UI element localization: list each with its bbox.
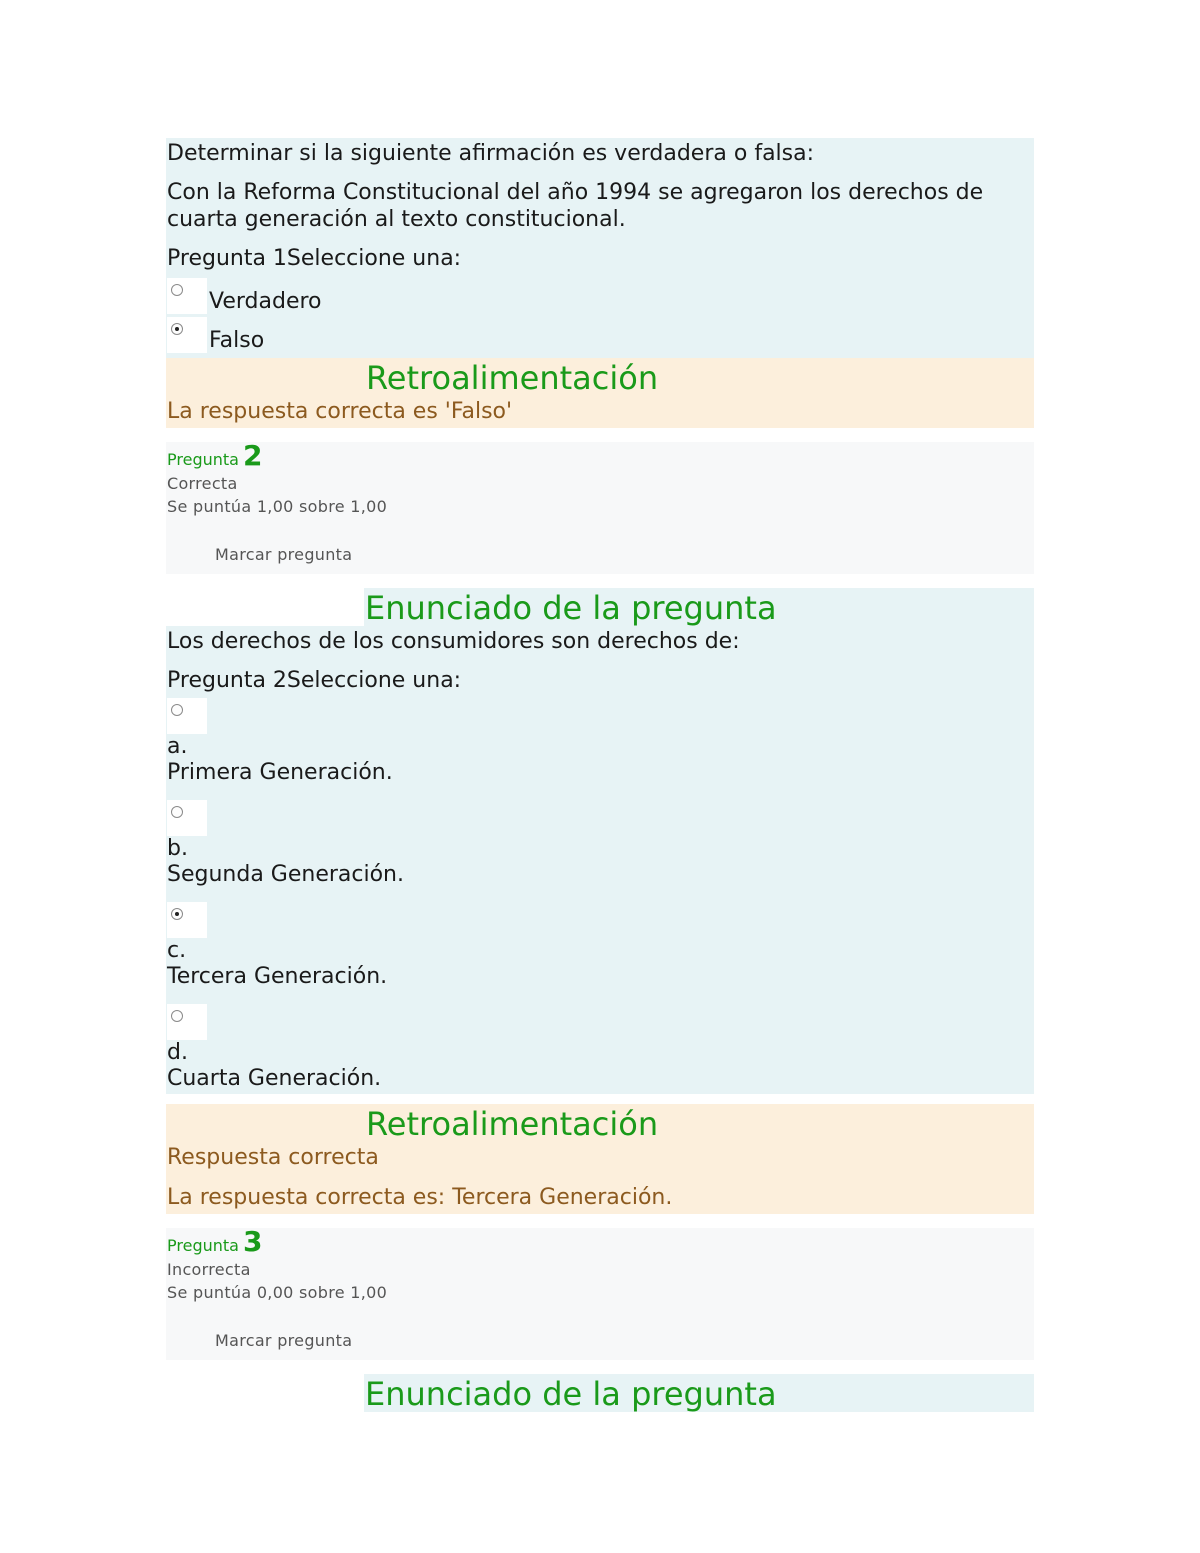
question-2-feedback	[166, 1104, 1034, 1214]
flag-question-link[interactable]: Marcar pregunta	[215, 545, 353, 564]
radio-c[interactable]	[171, 908, 183, 920]
radio-container	[167, 800, 207, 836]
option-verdadero[interactable]	[167, 278, 1034, 317]
question-2-info	[166, 439, 1034, 574]
radio-d[interactable]	[171, 1010, 183, 1022]
option-b-text[interactable]: Segunda Generación.	[167, 862, 404, 887]
radio-a[interactable]	[171, 704, 183, 716]
question-1-feedback	[166, 358, 1034, 428]
statement-title: Enunciado de la pregunta	[365, 1375, 777, 1413]
question-2-statement-header	[166, 588, 1034, 626]
question-grade: Se puntúa 1,00 sobre 1,00	[167, 497, 388, 516]
question-1-statement: Con la Reforma Constitucional del año 1994 se agregaron los derechos de cuarta generación al texto constitucional.	[167, 180, 984, 232]
question-status: Correcta	[167, 474, 238, 493]
question-2-statement: Los derechos de los consumidores son derechos de:	[167, 629, 740, 654]
question-3-statement-header	[166, 1374, 1034, 1412]
radio-container	[167, 278, 207, 314]
question-number-value: 2	[242, 439, 263, 472]
question-label: Pregunta	[167, 1236, 239, 1255]
question-3-info	[166, 1225, 1034, 1360]
option-b[interactable]	[167, 800, 1034, 888]
option-b-letter: b.	[167, 836, 188, 861]
question-number	[167, 439, 1034, 472]
question-grade: Se puntúa 0,00 sobre 1,00	[167, 1283, 388, 1302]
option-d[interactable]	[167, 1004, 1034, 1092]
radio-falso[interactable]	[171, 323, 183, 335]
question-1-instruction: Determinar si la siguiente afirmación es verdadera o falsa:	[167, 141, 815, 166]
question-2-prompt: Pregunta 2Seleccione una:	[167, 668, 462, 693]
statement-title: Enunciado de la pregunta	[365, 589, 777, 627]
question-number	[167, 1225, 1034, 1258]
feedback-title: Retroalimentación	[366, 1105, 659, 1143]
radio-b[interactable]	[171, 806, 183, 818]
radio-container	[167, 317, 207, 353]
radio-container	[167, 1004, 207, 1040]
option-d-letter: d.	[167, 1040, 188, 1065]
option-c-text[interactable]: Tercera Generación.	[167, 964, 388, 989]
option-a[interactable]	[167, 698, 1034, 786]
option-verdadero-label[interactable]: Verdadero	[209, 289, 322, 314]
question-status: Incorrecta	[167, 1260, 251, 1279]
radio-verdadero[interactable]	[171, 284, 183, 296]
question-number-value: 3	[242, 1225, 263, 1258]
quiz-review-page	[166, 138, 1034, 1412]
option-falso-label[interactable]: Falso	[209, 328, 265, 353]
option-d-text[interactable]: Cuarta Generación.	[167, 1066, 382, 1091]
feedback-text-1: Respuesta correcta	[167, 1145, 379, 1170]
option-c[interactable]	[167, 902, 1034, 990]
radio-container	[167, 698, 207, 734]
feedback-title: Retroalimentación	[366, 359, 659, 397]
feedback-text: La respuesta correcta es 'Falso'	[167, 399, 513, 424]
question-1-prompt: Pregunta 1Seleccione una:	[167, 246, 462, 271]
flag-question-link[interactable]: Marcar pregunta	[215, 1331, 353, 1350]
feedback-text-2: La respuesta correcta es: Tercera Generación.	[167, 1185, 673, 1210]
question-label: Pregunta	[167, 450, 239, 469]
question-1-content	[166, 138, 1034, 358]
option-a-text[interactable]: Primera Generación.	[167, 760, 393, 785]
radio-container	[167, 902, 207, 938]
option-a-letter: a.	[167, 734, 188, 759]
option-falso[interactable]	[167, 317, 1034, 356]
question-2-content	[166, 626, 1034, 1094]
option-c-letter: c.	[167, 938, 187, 963]
